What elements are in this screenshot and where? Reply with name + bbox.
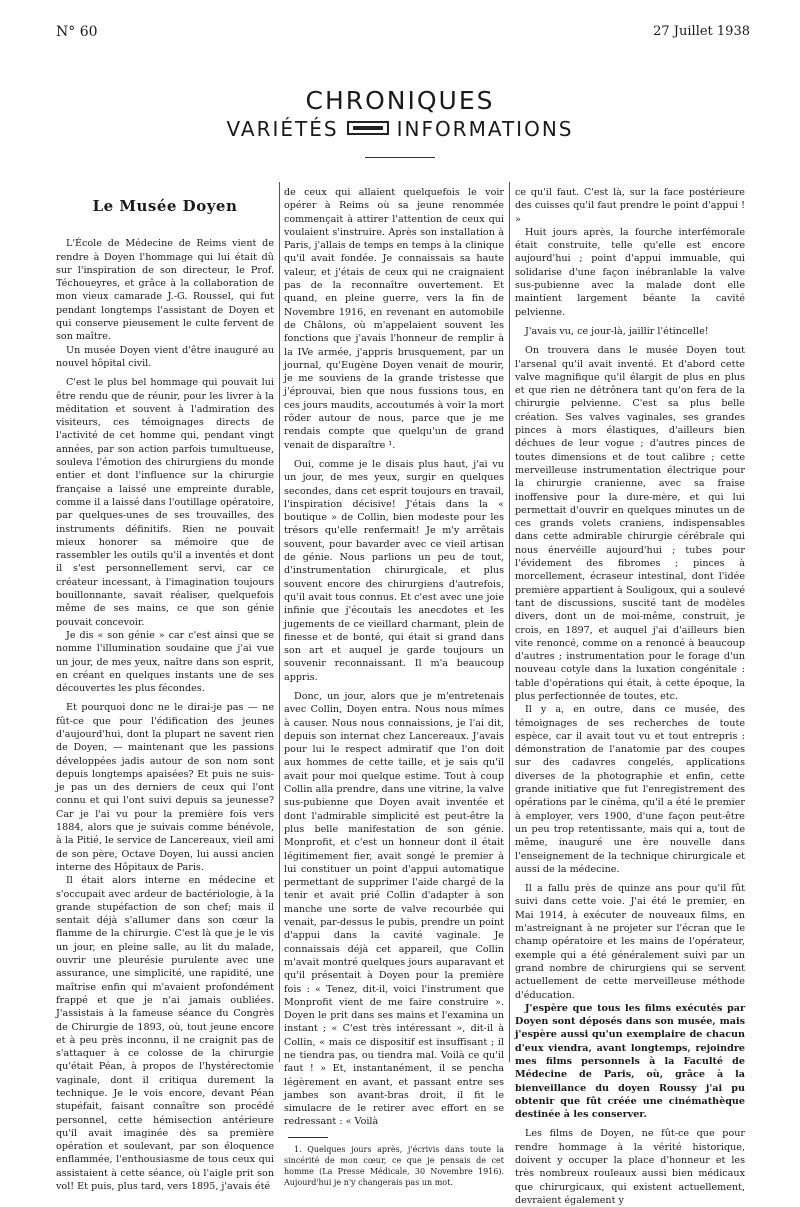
column-divider [279,182,280,1062]
paragraph: Je dis « son génie » car c'est ainsi que se nomme l'illumination soudaine que j'ai vue un jour, de mes yeux, naître dans son esprit, en créant en quelques instants une de ses découvertes les plus fécondes. [56,629,274,695]
masthead [0,86,800,158]
column-3 [515,186,745,1207]
paragraph: J'avais vu, ce jour-là, jaillir l'étincelle! [525,325,709,337]
masthead-title: CHRONIQUES [305,86,495,115]
article-title: Le Musée Doyen [92,197,238,215]
masthead-left: VARIÉTÉS [226,117,339,141]
paragraph: Huit jours après, la fourche interfémorale était construite, telle qu'elle est encore aujourd'hui ; point d'appui immuable, qui solidarise d'une façon inébranlable la valve sus-pubienne avec la malade dont elle maintient largement béante la cavité pelvienne. [515,226,745,318]
paragraph: Il y a, en outre, dans ce musée, des témoignages de ses recherches de toute espèce, car il avait tout vu et tout entrepris : démonstration de l'anatomie par des coupes sur des cadavres congelés, applications diverses de la photographie et enfin, cette grande initiative que fut l'enregistrement des opérations par le cinéma, qu'il a été le premier à employer, vers 1900, d'une façon peut-être un peu trop retentissante, mais qui a, tout de même, inauguré une ère nouvelle dans l'enseignement de la technique chirurgicale et aussi de la médecine. [515,704,745,875]
column-2 [284,186,504,1188]
paragraph: C'est le plus bel hommage qui pouvait lui être rendu que de réunir, pour les livrer à la méditation et souvent à l'admiration des visiteurs, ces témoignages directs de l'activité de cet homme qui, pendant vingt années, par son action parfois tumultueuse, souleva l'émotion des chirurgiens du monde entier et dont l'influence sur la chirurgie française a laissé une empreinte durable, comme il a laissé dans l'outillage opératoire, par quelques-unes de ses trouvailles, des instruments définitifs. Rien ne pouvait mieux honorer sa mémoire que de rassembler les outils qu'il a inventés et dont il s'est personnellement servi, car ce créateur incessant, à l'imagination toujours bouillonnante, savait réaliser, quelquefois même de ses mains, ce que son génie pouvait concevoir. [56,377,274,628]
ornament-icon [347,121,389,135]
paragraph: Les films de Doyen, ne fût-ce que pour rendre hommage à la vérité historique, doivent y occuper la place d'honneur et les très nombreux rouleaux aussi bien médicaux que chirurgicaux, qui existent actuellement, devraient également y [515,1128,745,1206]
masthead-rule [365,157,435,158]
paragraph: Et pourquoi donc ne le dirai-je pas — ne fût-ce que pour l'édification des jeunes d'aujourd'hui, dont la plupart ne savent rien de Doyen, — maintenant que les passions développées jadis autour de son nom sont depuis longtemps apaisées? Et puis ne suis-je pas un des derniers de ceux qui l'ont connu et qui l'ont suivi depuis sa jeunesse? Car je l'ai vu pour la première fois vers 1884, alors que je suivais comme bénévole, à la Pitié, le service de Lancereaux, vieil ami de son père, Octave Doyen, lui aussi ancien interne des Hôpitaux de Paris. [56,702,274,873]
paragraph: L'École de Médecine de Reims vient de rendre à Doyen l'hommage qui lui était dû sur l'inspiration de son directeur, le Prof. Téchoueyres, et grâce à la collaboration de mon vieux camarade J.-G. Roussel, qui fut pendant longtemps l'assistant de Doyen et qui conserve pieusement le culte fervent de son maître. [56,238,274,343]
paragraph: de ceux qui allaient quelquefois le voir opérer à Reims où sa jeune renommée commençait à attirer l'attention de ceux qui voulaient s'instruire. Après son installation à Paris, j'allais de temps en temps à la clinique qu'il avait fondée. Je connaissais sa haute valeur, et j'étais de ceux qui ne craignaient pas de la reconnaître ouvertement. Et quand, en pleine guerre, vers la fin de Novembre 1916, en revenant en automobile de Châlons, où m'appelaient souvent les fonctions que j'avais l'honneur de remplir à la IVe armée, j'appris brusquement, par un journal, qu'Eugène Doyen venait de mourir, je me souviens de la grande tristesse que j'éprouvai, bien que nous fussions tous, en ces jours maudits, accoutumés à voir la mort rôder autour de nous, parce que je me rendais compte que quelqu'un de grand venait de disparaître ¹. [284,187,504,451]
running-header [56,24,750,46]
footnote-rule [288,1137,328,1138]
paragraph: Oui, comme je le disais plus haut, j'ai vu un jour, de mes yeux, surgir en quelques secondes, dans cet esprit toujours en travail, l'inspiration décisive! J'étais dans la « boutique » de Collin, bien modeste pour les trésors qu'elle renfermait! Je m'y arrêtais souvent, pour bavarder avec ce vieil artisan de génie. Nous parlions un peu de tout, d'instrumentation chirurgicale, et plus souvent encore des chirurgiens d'autrefois, qu'il avait tous connus. Et c'est avec une joie infinie que j'écoutais les anecdotes et les jugements de ce vieillard charmant, plein de finesse et de bonté, qui était si grand dans son art et auquel je garde toujours un souvenir reconnaissant. Il m'a beaucoup appris. [284,458,504,683]
paragraph: Il était alors interne en médecine et s'occupait avec ardeur de bactériologie, à la grande stupéfaction de son chef; mais il sentait déjà s'allumer dans son cœur la flamme de la chirurgie. C'est là que je le vis un jour, en pleine salle, au lit du malade, ouvrir une pleurésie purulente avec une assurance, une simplicité, une rapidité, une maîtrise enfin qui m'avaient profondément frappé et que je n'ai jamais oubliées. J'assistais à la fameuse séance du Congrès de Chirurgie de 1893, où, tout jeune encore et à peu près inconnu, il ne craignit pas de s'attaquer à ce colosse de la chirurgie qu'était Péan, à propos de l'hystérectomie vaginale, dont il critiqua durement la technique. Je le vois encore, devant Péan stupéfait, faisant connaître son procédé personnel, cette hémisection antérieure qu'il avait imaginée dès sa première opération et soulevant, par son éloquence enflammée, l'enthousiasme de tous ceux qui assistaient à cette séance, où l'aigle prit son vol! Et puis, plus tard, vers 1895, j'avais été [56,875,274,1193]
issue-date: 27 Juillet 1938 [653,24,750,39]
paragraph: J'espère que tous les films exécutés par Doyen sont déposés dans son musée, mais j'espère aussi qu'un exemplaire de chacun d'eux viendra, avant longtemps, rejoindre mes films personnels à la Faculté de Médecine de Paris, où, grâce à la bienveillance du doyen Roussy j'ai pu obtenir que fût créée une cinémathèque destinée à les conserver. [515,1002,745,1121]
column-divider [509,182,510,1062]
issue-number: N° 60 [56,24,98,40]
paragraph: Un musée Doyen vient d'être inauguré au nouvel hôpital civil. [56,344,274,369]
paragraph: Il a fallu près de quinze ans pour qu'il fût suivi dans cette voie. J'ai été le premier, en Mai 1914, à exécuter de nouveaux films, en m'astreignant à ne projeter sur l'écran que le champ opératoire et les mains de l'opérateur, exemple qui a été généralement suivi par un grand nombre de chirurgiens qui se servent actuellement de cette merveilleuse méthode d'éducation. [515,883,745,1001]
paragraph: On trouvera dans le musée Doyen tout l'arsenal qu'il avait inventé. Et d'abord cette valve magnifique qu'il élargit de plus en plus et que rien ne détrônera tant qu'on fera de la chirurgie pelvienne. C'est sa plus belle création. Ses valves vaginales, ses grandes pinces à mors élastiques, d'ailleurs bien déchues de leur vogue ; d'autres pinces de toutes dimensions et de tout calibre ; cette merveilleuse instrumentation électrique pour la chirurgie cranienne, avec sa fraise inoffensive pour la dure-mère, et qui lui permettait d'ouvrir en quelques minutes un de ces grands volets craniens, indispensables dans cette admirable chirurgie cérébrale qui nous énervéille aujourd'hui ; tubes pour l'évidement des fibromes ; pinces à morcellement, écraseur intestinal, dont l'idée première appartient à Souligoux, qui a soulevé tant de discussions, suscité tant de modèles divers, dont un de moi-même, construit, je crois, en 1897, et auquel j'ai d'ailleurs bien vite renoncé, comme on a renoncé à beaucoup d'autres ; instrumentation pour le forage d'un nouveau cotyle dans la luxation congénitale : table d'opérations qui était, à cette époque, la plus perfectionnée de toutes, etc. [515,345,745,702]
masthead-right: INFORMATIONS [396,117,574,141]
paragraph: Donc, un jour, alors que je m'entretenais avec Collin, Doyen entra. Nous nous mîmes à causer. Nous nous connaissions, je l'ai dit, depuis son internat chez Lancereaux. J'avais pour lui le respect admiratif que l'on doit aux hommes de cette taille, et je sais qu'il avait pour moi quelque estime. Tout à coup Collin alla prendre, dans une vitrine, la valve sus-pubienne que Doyen avait inventée et dont l'admirable simplicité est peut-être la plus belle manifestation de son génie. Monprofit, et c'est un honneur dont il était légitimement fier, avait songé le premier à lui constituer un point d'appui automatique permettant de supprimer l'aide chargé de la tenir et avait prié Collin d'adapter à son manche une sorte de valve recourbée qui venait, par-dessus le pubis, prendre un point d'appui dans la cavité vaginale. Je connaissais déjà cet appareil, que Collin m'avait montré quelques jours auparavant et qu'il présentait à Doyen pour la première fois : « Tenez, dit-il, voici l'instrument que Monprofit vient de me faire construire ». Doyen le prit dans ses mains et l'examina un instant ; « C'est très intéressant », dit-il à Collin, « mais ce dispositif est insuffisant ; il ne tiendra pas, ou tiendra mal. Voilà ce qu'il faut ! » Et, instantanément, il se pencha légèrement en avant, et passant entre ses jambes son avant-bras droit, il fit le simulacre de le retirer avec effort en se redressant : « Voilà [284,690,504,1128]
column-1 [56,197,274,1193]
paragraph: ce qu'il faut. C'est là, sur la face postérieure des cuisses qu'il faut prendre le point d'appui ! » [515,187,745,225]
masthead-subtitle [0,117,800,141]
footnote: 1. Quelques jours après, j'écrivis dans toute la sincérité de mon cœur, ce que je pensais de cet homme (La Presse Médicale, 30 Novembre 1916). Aujourd'hui je n'y changerais pas un mot. [284,1144,504,1187]
